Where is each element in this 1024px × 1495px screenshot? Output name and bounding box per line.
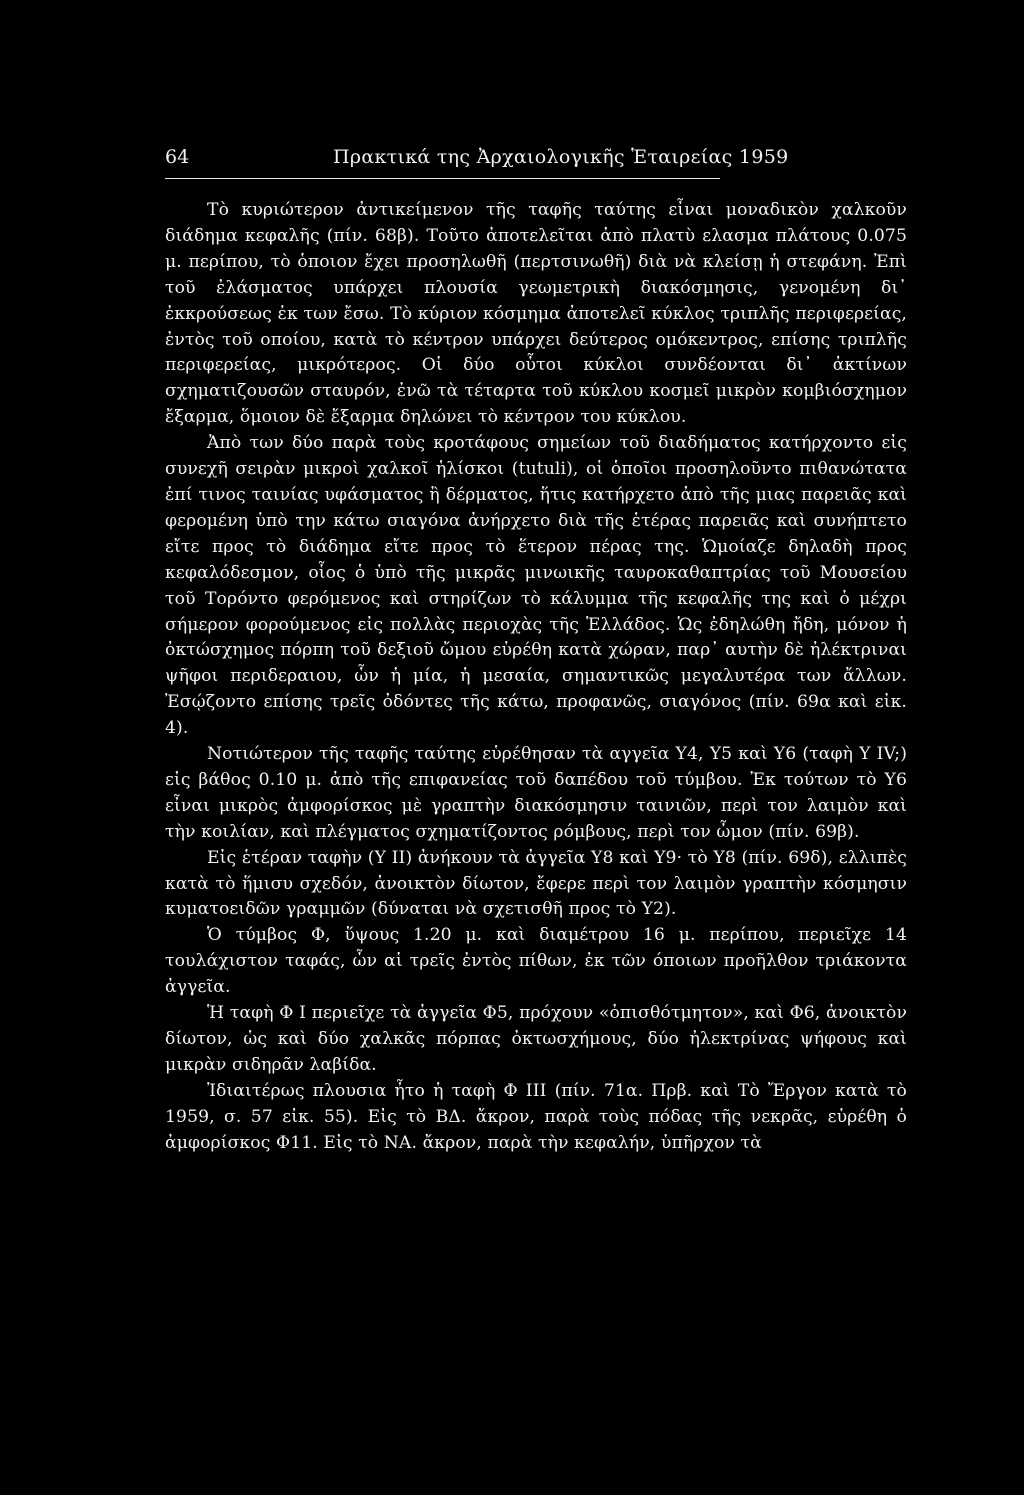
- paragraph: Τὸ κυριώτερον ἀντικείμενον τῆς ταφῆς ταύτης εἶναι μοναδικὸν χαλκοῦν διάδημα κεφαλῆς (πίν. 68β). Τοῦτο ἀποτελεῖται ἀπὸ πλατὺ ελασμα πλάτους 0.075 μ. περίπου, τὸ ὁποιον ἔχει προσηλωθῆ (περτσινωθῆ) διὰ νὰ κλείσῃ ἡ στεφάνη. Ἐπὶ τοῦ ἐλάσματος υπάρχει πλουσία γεωμετρικὴ διακόσμησις, γενομένη δι᾿ ἐκκρούσεως ἐκ των ἔσω. Τὸ κύριον κόσμημα ἀποτελεῖ κύκλος τριπλῆς περιφερείας, ἐντὸς τοῦ οποίου, κατὰ τὸ κέντρον υπάρχει δεύτερος ομόκεντρος, επίσης τριπλῆς περιφερείας, μικρότερος. Οἱ δύο οὗτοι κύκλοι συνδέονται δι᾿ ἀκτίνων σχηματιζουσῶν σταυρόν, ἐνῶ τὰ τέταρτα τοῦ κύκλου κοσμεῖ μικρὸν κομβιόσχημον ἔξαρμα, ὅμοιον δὲ ἔξαρμα δηλώνει τὸ κέντρον του κύκλου.: [165, 200, 907, 428]
- paragraph: Νοτιώτερον τῆς ταφῆς ταύτης εὑρέθησαν τὰ αγγεῖα Υ4, Υ5 καὶ Υ6 (ταφὴ Υ IV;) εἰς βάθος 0.10 μ. ἀπὸ τῆς επιφανείας τοῦ δαπέδου τοῦ τύμβου. Ἐκ τούτων τὸ Υ6 εἶναι μικρὸς ἀμφορίσκος μὲ γραπτὴν διακόσμησιν ταινιῶν, περὶ τον λαιμὸν καὶ τὴν κοιλίαν, καὶ πλέγματος σχηματίζοντος ρόμβους, περὶ τον ὦμον (πίν. 69β).: [165, 744, 907, 842]
- paragraph: Ἀπὸ των δύο παρὰ τοὺς κροτάφους σημείων τοῦ διαδήματος κατήρχοντο εἰς συνεχῆ σειρὰν μικροὶ χαλκοῖ ἡλίσκοι (tutuli), οἱ ὁποῖοι προσηλοῦντο πιθανώτατα ἐπί τινος ταινίας υφάσματος ἢ δέρματος, ἥτις κατήρχετο ἀπὸ τῆς μιας παρειᾶς καὶ φερομένη ὑπὸ την κάτω σιαγόνα ἀνήρχετο διὰ τῆς ἑτέρας παρειᾶς καὶ συνήπτετο εἴτε προς τὸ διάδημα εἴτε προς τὸ ἕτερον πέρας της. Ὡμοίαζε δηλαδὴ προς κεφαλόδεσμον, οἷος ὁ ὑπὸ τῆς μικρᾶς μινωικῆς ταυροκαθαπτρίας τοῦ Μουσείου τοῦ Τορόντο φερόμενος καὶ στηρίζων τὸ κάλυμμα τῆς κεφαλῆς της καὶ ὁ μέχρι σήμερον φορούμενος εἰς πολλὰς περιοχὰς τῆς Ἑλλάδος. Ὡς ἐδηλώθη ἤδη, μόνον ἡ ὀκτώσχημος πόρπη τοῦ δεξιοῦ ὤμου εὑρέθη κατὰ χώραν, παρ᾿ αυτὴν δὲ ἠλέκτριναι ψῆφοι περιδεραιου, ὧν ἡ μία, ἡ μεσαία, σημαντικῶς μεγαλυτέρα των ἄλλων. Ἐσῴζοντο επίσης τρεῖς ὀδόντες τῆς κάτω, προφανῶς, σιαγόνος (πίν. 69α καὶ εἰκ. 4).: [165, 433, 907, 739]
- body-text: [165, 198, 907, 1157]
- running-title: Πρακτικά της Ἀρχαιολογικῆς Ἑταιρείας 1959: [333, 146, 789, 168]
- header-rule: [165, 178, 720, 179]
- page-number: 64: [165, 146, 190, 168]
- paragraph: Ἰδιαιτέρως πλουσια ἦτο ἡ ταφὴ Φ ΙΙΙ (πίν. 71α. Πρβ. καὶ Τὸ Ἔργον κατὰ τὸ 1959, σ. 57 εἰκ. 55). Εἰς τὸ ΒΔ. ἄκρον, παρὰ τοὺς πόδας τῆς νεκρᾶς, εὑρέθη ὁ ἀμφορίσκος Φ11. Εἰς τὸ ΝΑ. ἄκρον, παρὰ τὴν κεφαλήν, ὑπῆρχον τὰ: [165, 1080, 907, 1153]
- paragraph: Εἰς ἑτέραν ταφὴν (Υ ΙΙ) ἀνήκουν τὰ ἀγγεῖα Υ8 καὶ Υ9· τὸ Υ8 (πίν. 69δ), ελλιπὲς κατὰ τὸ ἥμισυ σχεδόν, ἀνοικτὸν δίωτον, ἔφερε περὶ τον λαιμὸν γραπτὴν κόσμησιν κυματοειδῶν γραμμῶν (δύναται νὰ σχετισθῆ προς τὸ Υ2).: [165, 847, 907, 920]
- paragraph: Ἡ ταφὴ Φ Ι περιεῖχε τὰ ἀγγεῖα Φ5, πρόχουν «ὀπισθότμητον», καὶ Φ6, ἀνοικτὸν δίωτον, ὡς καὶ δύο χαλκᾶς πόρπας ὀκτωσχήμους, δύο ἠλεκτρίνας ψήφους καὶ μικρὰν σιδηρᾶν λαβίδα.: [165, 1003, 907, 1075]
- running-header: [165, 140, 905, 174]
- paragraph: Ὁ τύμβος Φ, ὕψους 1.20 μ. καὶ διαμέτρου 16 μ. περίπου, περιεῖχε 14 τουλάχιστον ταφάς, ὧν αἱ τρεῖς ἐντὸς πίθων, ἐκ τῶν όποιων προῆλθον τριάκοντα ἀγγεῖα.: [165, 925, 907, 998]
